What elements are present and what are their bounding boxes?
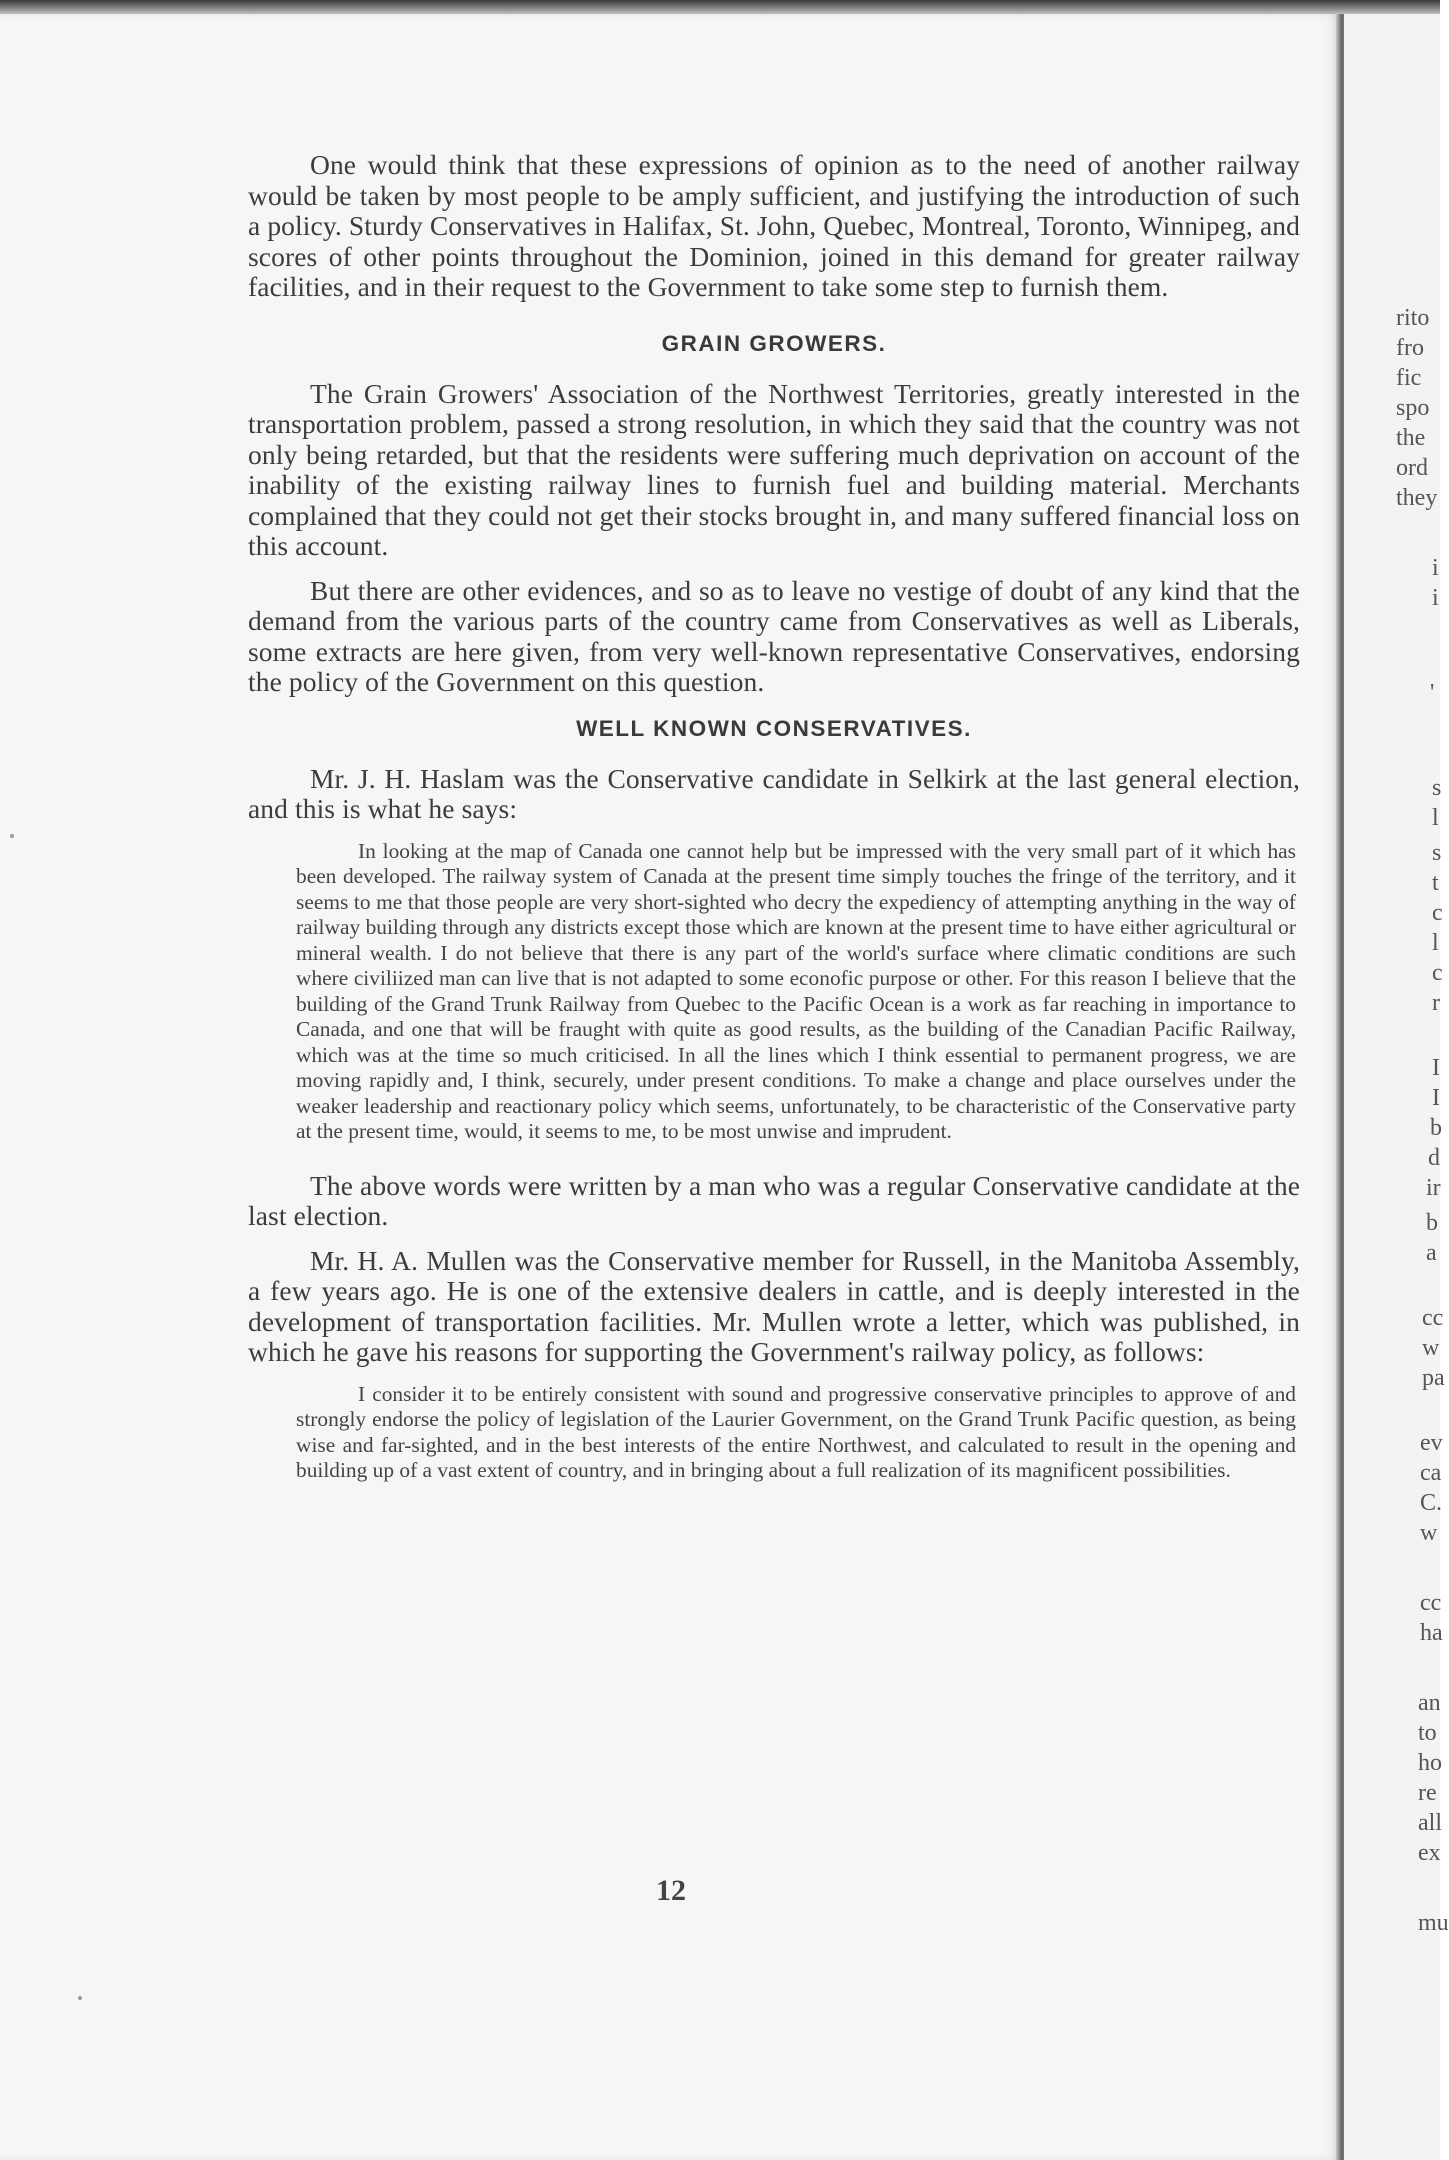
fragment-line: w (1420, 1520, 1438, 1546)
fragment-line: I (1432, 1055, 1440, 1081)
fragment-line: all (1418, 1810, 1442, 1836)
fragment-line: b (1426, 1210, 1438, 1236)
evidences-paragraph: But there are other evidences, and so as to leave no vestige of doubt of any kind that the demand from the various parts of the country came from Conservatives as well as Liberals, some extracts are here given, from very well-known representative Conservatives, endorsing the policy of the Government on this question. (248, 574, 1300, 697)
haslam-quote: In looking at the map of Canada one cannot help but be impressed with the very small part of it which has been developed. The railway system of Canada at the present time simply touches the fringe of the territory, and it seems to me that those people are very short-sighted who decry the expediency of attempting anything in the way of railway building through any districts except those which are known at the present time to have either agricultural or mineral wealth. I do not believe that there is any part of the world's surface where climatic conditions are such where civiliized man can live that is not adapted to some econofic purpose or other. For this reason I believe that the building of the Grand Trunk Railway from Quebec to the Pacific Ocean is a work as far reaching in importance to Canada, and one that will be fraught with quite as good results, as the building of the Canadian Pacific Railway, which was at the time so much criticised. In all the lines which I think essential to permanent progress, we are moving rapidly and, I think, securely, under present conditions. To make a change and place ourselves under the weaker leadership and reactionary policy which seems, unfortunately, to be characteristic of the Conservative party at the present time, would, it seems to me, to be most unwise and imprudent. (296, 838, 1296, 1143)
page-body (248, 150, 1300, 1510)
fragment-line: spo (1396, 395, 1430, 421)
fragment-line: l (1432, 805, 1439, 831)
intro-paragraph: One would think that these expressions of opinion as to the need of another railway would be taken by most people to be amply sufficient, and justifying the introduction of such a policy. Sturdy Conservatives in Halifax, St. John, Quebec, Montreal, Toronto, Winnipeg, and scores of other points throughout the Dominion, joined in this demand for greater railway facilities, and in their request to the Government to take some step to furnish them. (248, 149, 1300, 302)
fragment-line: ' (1430, 680, 1435, 706)
fragment-line: they (1396, 485, 1438, 511)
fragment-line: cc (1420, 1590, 1442, 1616)
fragment-line: w (1422, 1335, 1440, 1361)
fragment-line: ho (1418, 1750, 1442, 1776)
fragment-line: fro (1396, 335, 1424, 361)
grain-growers-paragraph: The Grain Growers' Association of the Northwest Territories, greatly interested in the transportation problem, passed a strong resolution, in which they said that the country was not only being retarded, but that the residents were suffering much deprivation on account of the inability of the existing railway lines to furnish fuel and building material. Merchants complained that they could not get their stocks brought in, and many suffered financial loss on this account. (248, 377, 1300, 561)
haslam-after-paragraph: The above words were written by a man who was a regular Conservative candidate at the last election. (248, 1169, 1300, 1231)
fragment-line: C. (1420, 1490, 1443, 1516)
fragment-line: ca (1420, 1460, 1442, 1486)
fragment-line: l (1432, 930, 1439, 956)
scan-speck (10, 834, 14, 838)
fragment-line: ha (1420, 1620, 1443, 1646)
fragment-line: a (1426, 1240, 1437, 1266)
page-number: 12 (656, 1874, 686, 1907)
fragment-line: s (1432, 775, 1442, 801)
fragment-line: t (1432, 870, 1439, 896)
fragment-line: mu (1418, 1910, 1449, 1936)
fragment-line: fic (1396, 365, 1422, 391)
fragment-line: ir (1426, 1175, 1441, 1201)
right-page-edge (1344, 14, 1443, 2160)
fragment-line: i (1432, 585, 1439, 611)
fragment-line: s (1432, 840, 1442, 866)
fragment-line: I (1432, 1085, 1440, 1111)
fragment-line: ex (1418, 1840, 1441, 1866)
fragment-line: c (1432, 960, 1443, 986)
haslam-intro-paragraph: Mr. J. H. Haslam was the Conservative candidate in Selkirk at the last general election, and this is what he says: (248, 762, 1300, 824)
section-heading-well-known-conservatives: WELL KNOWN CONSERVATIVES. (576, 715, 972, 741)
fragment-line: ord (1396, 455, 1428, 481)
fragment-line: pa (1422, 1365, 1445, 1391)
fragment-line: i (1432, 555, 1439, 581)
fragment-line: the (1396, 425, 1426, 451)
fragment-line: cc (1422, 1305, 1444, 1331)
fragment-line: re (1418, 1780, 1437, 1806)
fragment-line: r (1432, 990, 1440, 1016)
fragment-line: to (1418, 1720, 1437, 1746)
section-heading-grain-growers: GRAIN GROWERS. (661, 330, 887, 356)
fragment-line: rito (1396, 305, 1430, 331)
mullen-quote: I consider it to be entirely consistent with sound and progressive conservative principles to approve of and strongly endorse the policy of legislation of the Laurier Government, on the Grand Trunk Pacific question, as being wise and far-sighted, and in the best interests of the entire Northwest, and calculated to result in the opening and building up of a vast extent of country, and in bringing about a full realization of its magnificent possibilities. (296, 1381, 1296, 1482)
scan-speck (78, 1996, 82, 2000)
fragment-line: an (1418, 1690, 1441, 1716)
fragment-line: b (1430, 1115, 1442, 1141)
fragment-line: ev (1420, 1430, 1443, 1456)
fragment-line: c (1432, 900, 1443, 926)
fragment-line: d (1428, 1145, 1440, 1171)
mullen-intro-paragraph: Mr. H. A. Mullen was the Conservative member for Russell, in the Manitoba Assembly, a few years ago. He is one of the extensive dealers in cattle, and is deeply interested in the development of transportation facilities. Mr. Mullen wrote a letter, which was published, in which he gave his reasons for supporting the Government's railway policy, as follows: (248, 1244, 1300, 1367)
